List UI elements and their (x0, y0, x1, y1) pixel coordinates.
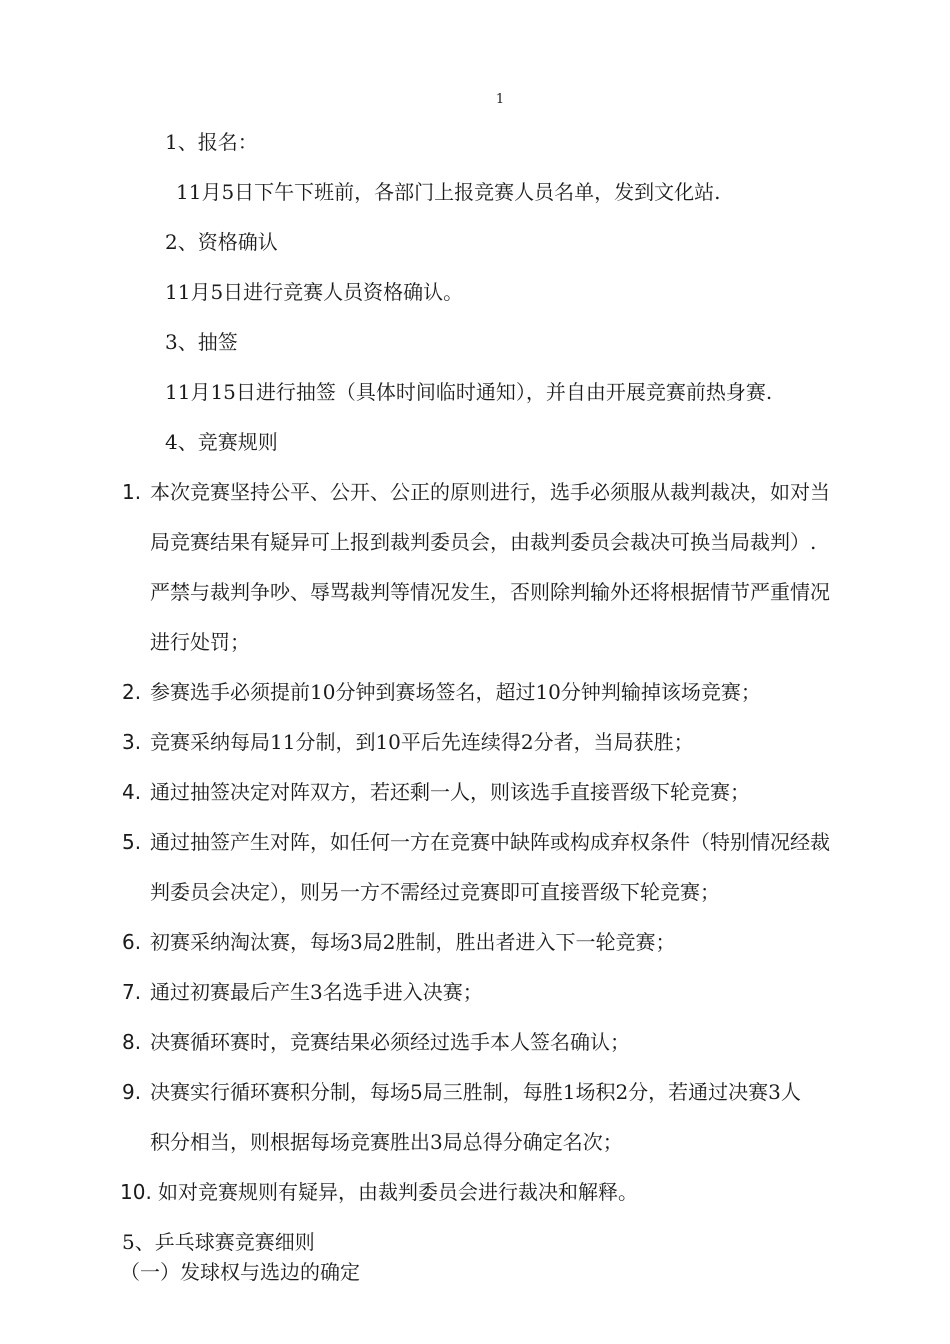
rule-text-line: 积分相当，则根据每场竞赛胜出3局总得分确定名次； (150, 1130, 623, 1154)
rule-text-line: 初赛采纳淘汰赛，每场3局2胜制，胜出者进入下一轮竞赛； (150, 930, 676, 954)
rule-text-line: 判委员会决定），则另一方不需经过竞赛即可直接晋级下轮竞赛； (150, 880, 720, 904)
page-number: 1 (495, 92, 505, 107)
rule-number: 3. (122, 730, 142, 754)
section-2-heading: 2、资格确认 (165, 230, 278, 254)
rule-text-line: 通过抽签产生对阵，如任何一方在竞赛中缺阵或构成弃权条件（特别情况经裁 (150, 830, 830, 854)
rule-text-line: 局竞赛结果有疑异可上报到裁判委员会，由裁判委员会裁决可换当局裁判）. (150, 530, 817, 554)
rule-number: 10. (120, 1180, 152, 1204)
rule-number: 5. (122, 830, 142, 854)
rule-text-line: 竞赛采纳每局11分制，到10平后先连续得2分者，当局获胜； (150, 730, 694, 754)
rule-text-line: 通过初赛最后产生3名选手进入决赛； (150, 980, 483, 1004)
rule-number: 9. (122, 1080, 142, 1104)
section-4-heading: 4、竞赛规则 (165, 430, 278, 454)
section-2-body: 11月5日进行竞赛人员资格确认。 (165, 280, 464, 304)
rule-number: 4. (122, 780, 142, 804)
rule-text-line: 决赛实行循环赛积分制，每场5局三胜制，每胜1场积2分，若通过决赛3人 (150, 1080, 801, 1104)
section-1-body: 11月5日下午下班前，各部门上报竞赛人员名单，发到文化站. (176, 180, 721, 204)
rule-number: 1. (122, 480, 142, 504)
rule-number: 8. (122, 1030, 142, 1054)
section-5-subheading: （一）发球权与选边的确定 (120, 1260, 360, 1284)
section-1-heading: 1、报名： (165, 130, 258, 154)
rule-text-line: 通过抽签决定对阵双方，若还剩一人，则该选手直接晋级下轮竞赛； (150, 780, 750, 804)
rule-number: 7. (122, 980, 142, 1004)
section-3-body: 11月15日进行抽签（具体时间临时通知），并自由开展竞赛前热身赛. (165, 380, 773, 404)
section-3-heading: 3、抽签 (165, 330, 238, 354)
rule-text-line: 严禁与裁判争吵、辱骂裁判等情况发生，否则除判输外还将根据情节严重情况 (150, 580, 830, 604)
rule-number: 2. (122, 680, 142, 704)
rule-text-line: 本次竞赛坚持公平、公开、公正的原则进行，选手必须服从裁判裁决，如对当 (150, 480, 830, 504)
rule-text-line: 进行处罚； (150, 630, 250, 654)
rule-text-line: 决赛循环赛时，竞赛结果必须经过选手本人签名确认； (150, 1030, 630, 1054)
rule-text-line: 参赛选手必须提前10分钟到赛场签名，超过10分钟判输掉该场竞赛； (150, 680, 761, 704)
section-5-heading: 5、乒乓球赛竞赛细则 (122, 1230, 315, 1254)
rule-text-line: 如对竞赛规则有疑异，由裁判委员会进行裁决和解释。 (158, 1180, 638, 1204)
rule-number: 6. (122, 930, 142, 954)
